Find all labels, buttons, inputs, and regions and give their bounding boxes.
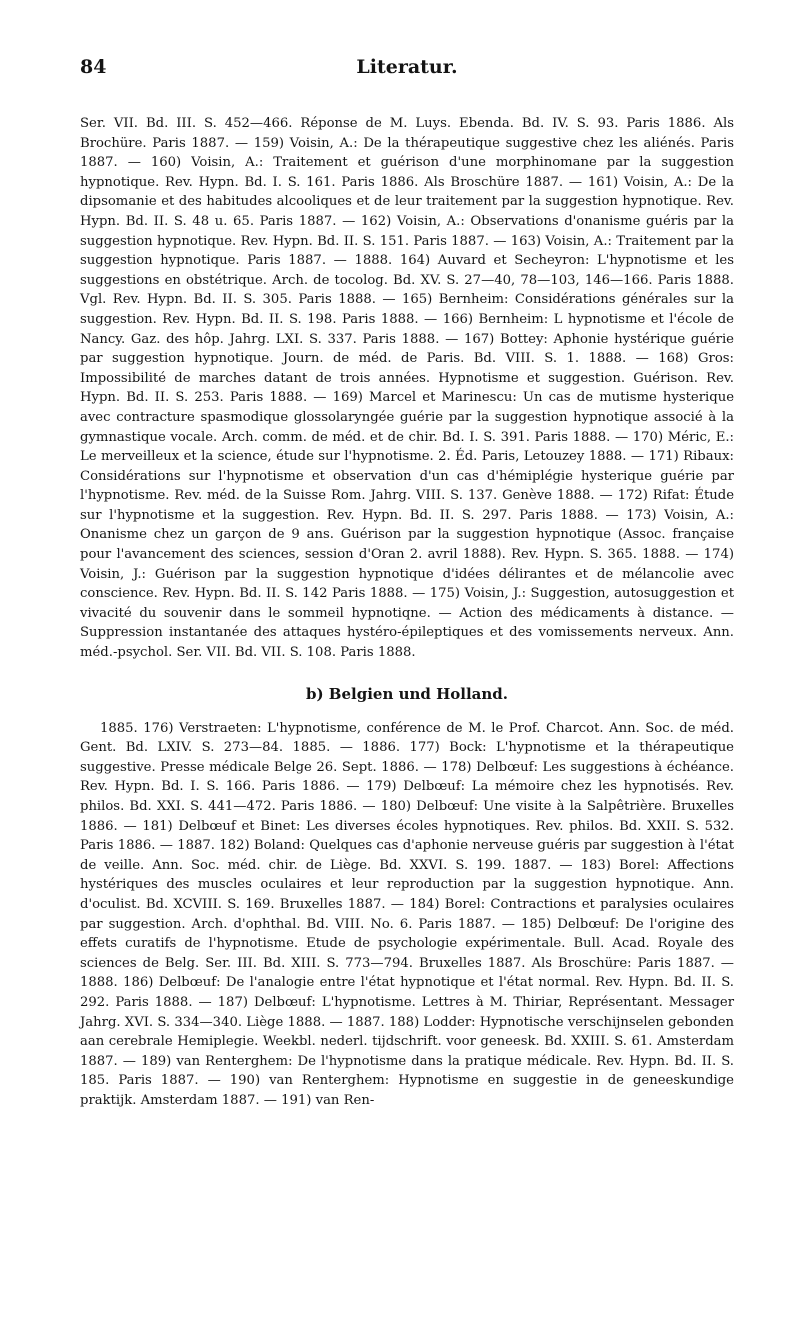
bibliography-section-a: Ser. VII. Bd. III. S. 452—466. Réponse de M. Luys. Ebenda. Bd. IV. S. 93. Paris 1886. Als Brochüre. Paris 1887. — 159) Voisin, A.: De la thérapeutique suggestive chez les aliénés. Paris 1887. — 160) Voisin, A.: Traitement et guérison d'une morphinomane par la suggestion hypnotique. Rev. Hypn. Bd. I. S. 161. Paris 1886. Als Broschüre 1887. — 161) Voisin, A.: De la dipsomanie et des habitudes alcooliques et de leur traitement par la suggestion hypnotique. Rev. Hypn. Bd. II. S. 48 u. 65. Paris 1887. — 162) Voisin, A.: Observations d'onanisme guéris par la suggestion hypnotique. Rev. Hypn. Bd. II. S. 151. Paris 1887. — 163) Voisin, A.: Traitement par la suggestion hypnotique. Paris 1887. — 1888. 164) Auvard et Secheyron: L'hypnotisme et les suggestions en obstétrique. Arch. de tocolog. Bd. XV. S. 27—40, 78—103, 146—166. Paris 1888. Vgl. Rev. Hypn. Bd. II. S. 305. Paris 1888. — 165) Bernheim: Considérations générales sur la suggestion. Rev. Hypn. Bd. II. S. 198. Paris 1888. — 166) Bernheim: L hypnotisme et l'école de Nancy. Gaz. des hôp. Jahrg. LXI. S. 337. Paris 1888. — 167) Bottey: Aphonie hystérique guérie par suggestion hypnotique. Journ. de méd. de Paris. Bd. VIII. S. 1. 1888. — 168) Gros: Impossibilité de marches datant de trois années. Hypnotisme et suggestion. Guérison. Rev. Hypn. Bd. II. S. 253. Paris 1888. — 169) Marcel et Marinescu: Un cas de mutisme hysterique avec contracture spasmodique glossolaryngée guérie par la suggestion hypnotique associé à la gymnastique vocale. Arch. comm. de méd. et de chir. Bd. I. S. 391. Paris 1888. — 170) Méric, E.: Le merveilleux et la science, étude sur l'hypnotisme. 2. Éd. Paris, Letouzey 1888. — 171) Ribaux: Considérations sur l'hypnotisme et observation d'un cas d'hémiplégie hysterique guérie par l'hypnotisme. Rev. méd. de la Suisse Rom. Jahrg. VIII. S. 137. Genève 1888. — 172) Rifat: Étude sur l'hypnotisme et la suggestion. Rev. Hypn. Bd. II. S. 297. Paris 1888. — 173) Voisin, A.: Onanisme chez un garçon de 9 ans. Guérison par la suggestion hypnotique (Assoc. française pour l'avancement des sciences, session d'Oran 2. avril 1888). Rev. Hypn. S. 365. 1888. — 174) Voisin, J.: Guérison par la suggestion hypnotique d'idées délirantes et de mélancolie avec conscience. Rev. Hypn. Bd. II. S. 142 Paris 1888. — 175) Voisin, J.: Suggestion, autosuggestion et vivacité du souvenir dans le sommeil hypnotiqne. — Action des médicaments à distance. — Suppression instantanée des attaques hystéro-épileptiques et des vomissements nerveux. Ann. méd.-psychol. Ser. VII. Bd. VII. S. 108. Paris 1888. [80, 116, 734, 661]
page-header [80, 56, 734, 82]
running-title: Literatur. [356, 56, 458, 78]
section-heading-belgien-holland: b) Belgien und Holland. [305, 684, 509, 703]
document-page [80, 56, 734, 1111]
bibliography-section-b: 1885. 176) Verstraeten: L'hypnotisme, conférence de M. le Prof. Charcot. Ann. Soc. de méd. Gent. Bd. LXIV. S. 273—84. 1885. — 1886. 177) Bock: L'hypnotisme et la thérapeutique suggestive. Presse médicale Belge 26. Sept. 1886. — 178) Delbœuf: Les suggestions à échéance. Rev. Hypn. Bd. I. S. 166. Paris 1886. — 179) Delbœuf: La mémoire chez les hypnotisés. Rev. philos. Bd. XXI. S. 441—472. Paris 1886. — 180) Delbœuf: Une visite à la Salpêtrière. Bruxelles 1886. — 181) Delbœuf et Binet: Les diverses écoles hypnotiques. Rev. philos. Bd. XXII. S. 532. Paris 1886. — 1887. 182) Boland: Quelques cas d'aphonie nerveuse guéris par suggestion à l'état de veille. Ann. Soc. méd. chir. de Liège. Bd. XXVI. S. 199. 1887. — 183) Borel: Affections hystériques des muscles oculaires et leur reproduction par la suggestion hypnotique. Ann. d'oculist. Bd. XCVIII. S. 169. Bruxelles 1887. — 184) Borel: Contractions et paralysies oculaires par suggestion. Arch. d'ophthal. Bd. VIII. No. 6. Paris 1887. — 185) Delbœuf: De l'origine des effets curatifs de l'hypnotisme. Etude de psychologie expérimentale. Bull. Acad. Royale des sciences de Belg. Ser. III. Bd. XIII. S. 773—794. Bruxelles 1887. Als Broschüre: Paris 1887. — 1888. 186) Delbœuf: De l'analogie entre l'état hypnotique et l'état normal. Rev. Hypn. Bd. II. S. 292. Paris 1888. — 187) Delbœuf: L'hypnotisme. Lettres à M. Thiriar, Représentant. Messager Jahrg. XVI. S. 334—340. Liège 1888. — 1887. 188) Lodder: Hypnotische verschijnselen gebonden aan cerebrale Hemiplegie. Weekbl. nederl. tijdschrift. voor geneesk. Bd. XXIII. S. 61. Amsterdam 1887. — 189) van Renterghem: De l'hypnotisme dans la pratique médicale. Rev. Hypn. Bd. II. S. 185. Paris 1887. — 190) van Renterghem: Hypnotisme en suggestie in de geneeskundige praktijk. Amsterdam 1887. — 191) van Ren- [80, 720, 734, 1108]
page-number: 84 [80, 56, 107, 78]
